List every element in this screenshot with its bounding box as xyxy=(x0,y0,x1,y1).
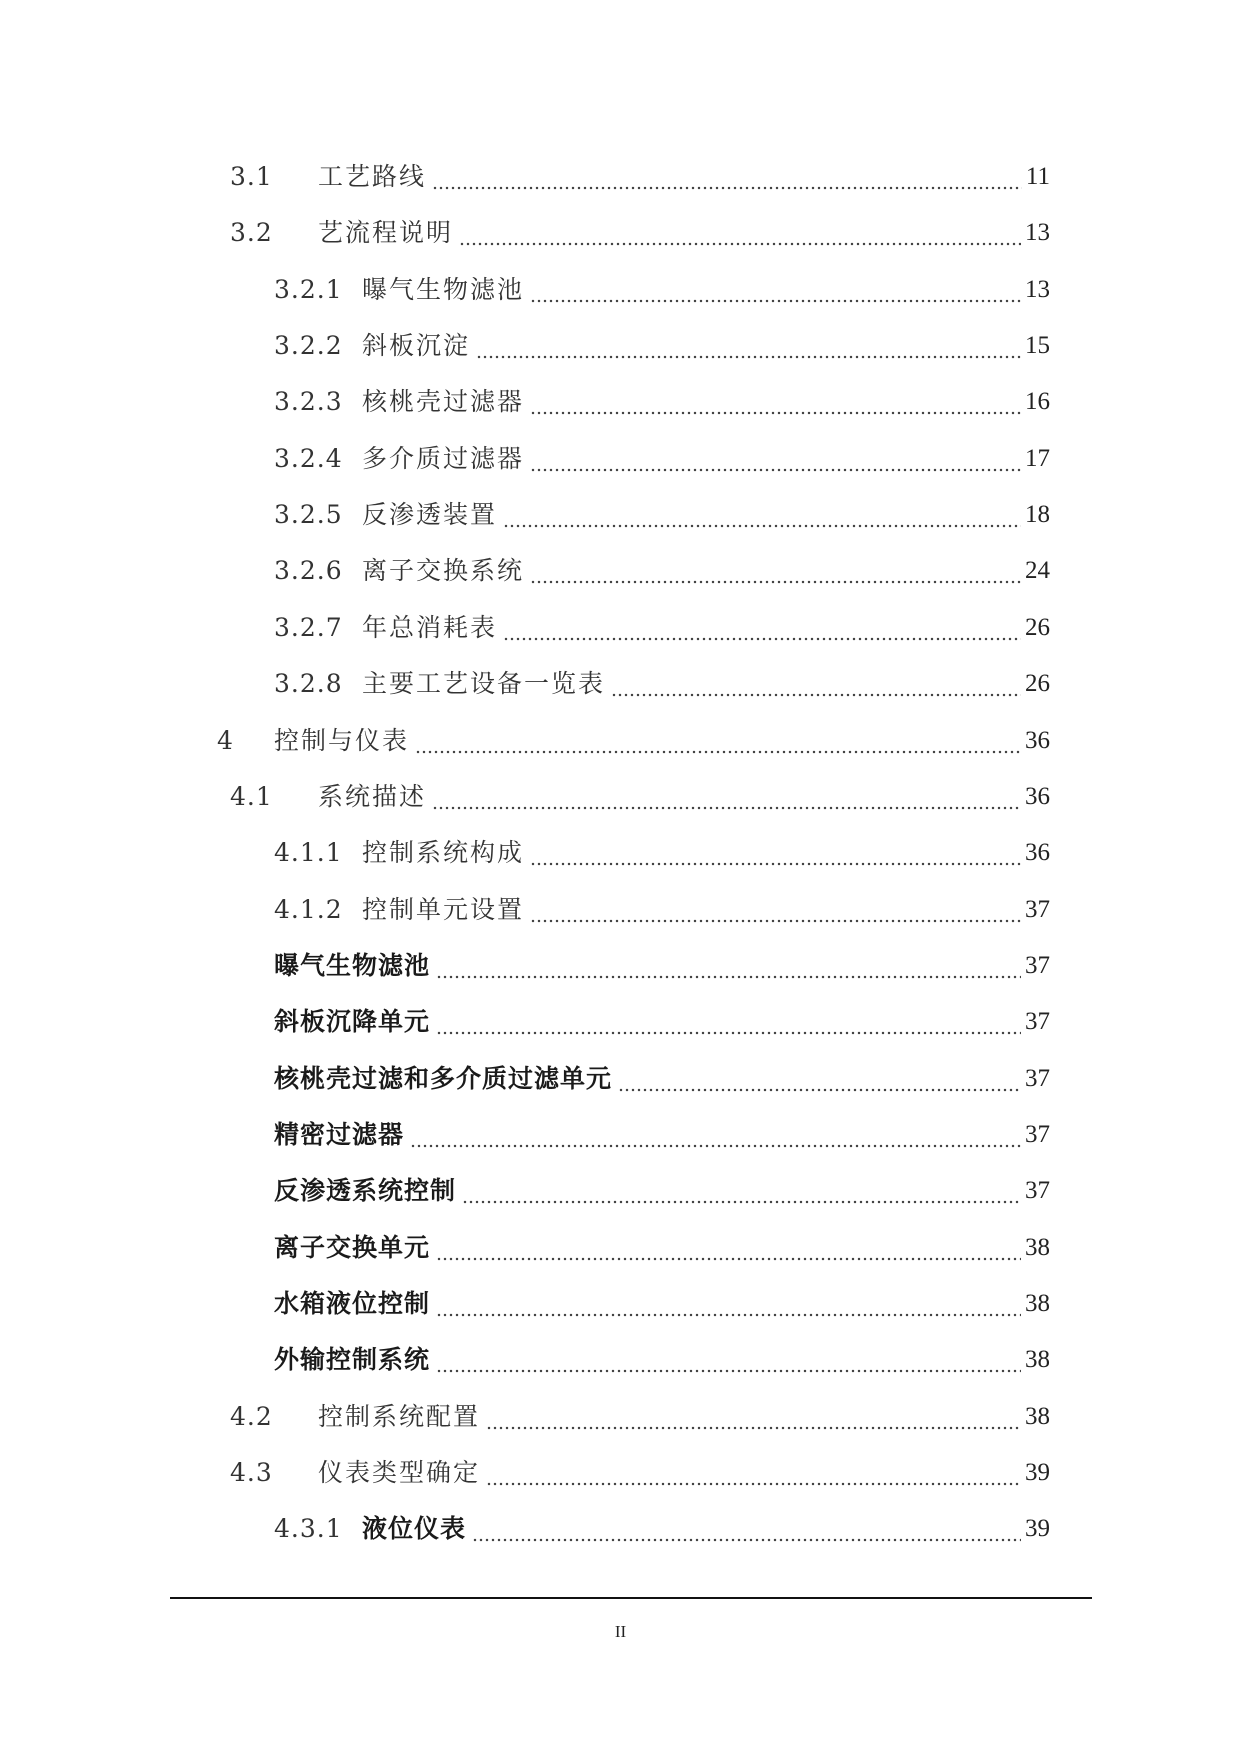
toc-entry[interactable] xyxy=(274,542,1050,586)
dot-leader xyxy=(436,1289,1021,1319)
dot-leader xyxy=(415,726,1021,756)
toc-entry-page: 38 xyxy=(1025,1234,1050,1261)
dot-leader xyxy=(486,1458,1021,1488)
toc-entry[interactable] xyxy=(274,937,1050,981)
toc-entry[interactable] xyxy=(230,768,1050,812)
toc-entry-number: 4.1.1 xyxy=(274,838,343,867)
toc-entry-title: 精密过滤器 xyxy=(274,1120,405,1149)
toc-entry-page: 11 xyxy=(1025,163,1050,190)
dot-leader xyxy=(530,387,1021,417)
toc-entry-number: 3.2.5 xyxy=(274,500,343,529)
toc-entry-title: 反渗透装置 xyxy=(362,500,498,529)
toc-entry[interactable] xyxy=(230,1388,1050,1432)
dot-leader xyxy=(432,782,1021,812)
toc-entry-title: 控制系统构成 xyxy=(362,838,525,867)
toc-entry[interactable] xyxy=(274,1050,1050,1094)
toc-entry-page: 13 xyxy=(1025,276,1050,303)
dot-leader xyxy=(530,838,1021,868)
toc-entry-page: 38 xyxy=(1025,1403,1050,1430)
toc-entry-page: 17 xyxy=(1025,445,1050,472)
toc-entry-number: 4.3.1 xyxy=(274,1514,343,1543)
dot-leader xyxy=(486,1402,1021,1432)
toc-entry-page: 18 xyxy=(1025,501,1050,528)
toc-entry[interactable] xyxy=(274,993,1050,1037)
toc-entry-title: 外输控制系统 xyxy=(274,1345,431,1374)
dot-leader xyxy=(459,218,1021,248)
dot-leader xyxy=(432,162,1022,192)
toc-entry-number: 3.2.4 xyxy=(274,444,343,473)
dot-leader xyxy=(611,669,1021,699)
toc-entry-number: 3.2.2 xyxy=(274,331,343,360)
toc-entry[interactable] xyxy=(274,1106,1050,1150)
toc-entry-title: 曝气生物滤池 xyxy=(274,951,431,980)
dot-leader xyxy=(462,1176,1021,1206)
toc-entry-title: 控制与仪表 xyxy=(274,726,410,755)
toc-entry[interactable] xyxy=(274,824,1050,868)
dot-leader xyxy=(503,500,1021,530)
toc-entry-number: 3.2.7 xyxy=(274,613,343,642)
toc-entry-number: 3.2 xyxy=(230,218,273,247)
toc-entry-page: 39 xyxy=(1025,1459,1050,1486)
toc-entry-number: 4.1.2 xyxy=(274,895,343,924)
dot-leader xyxy=(472,1514,1021,1544)
toc-entry[interactable] xyxy=(274,1162,1050,1206)
toc-entry-title: 水箱液位控制 xyxy=(274,1289,431,1318)
dot-leader xyxy=(618,1064,1021,1094)
toc-entry-page: 37 xyxy=(1025,1008,1050,1035)
toc-entry[interactable] xyxy=(274,430,1050,474)
toc-entry-title: 仪表类型确定 xyxy=(318,1458,481,1487)
toc-entry[interactable] xyxy=(274,373,1050,417)
toc-entry-title: 年总消耗表 xyxy=(362,613,498,642)
toc-entry-title: 控制单元设置 xyxy=(362,895,525,924)
toc-entry-page: 38 xyxy=(1025,1290,1050,1317)
toc-entry-page: 37 xyxy=(1025,1065,1050,1092)
toc-entry[interactable] xyxy=(274,317,1050,361)
toc-entry[interactable] xyxy=(230,148,1050,192)
toc-entry-number: 3.2.8 xyxy=(274,669,343,698)
toc-entry-page: 36 xyxy=(1025,727,1050,754)
toc-entry-title: 系统描述 xyxy=(318,782,427,811)
toc-entry[interactable] xyxy=(217,712,1050,756)
dot-leader xyxy=(436,1007,1021,1037)
dot-leader xyxy=(436,1345,1021,1375)
toc-entry-title: 核桃壳过滤和多介质过滤单元 xyxy=(274,1064,613,1093)
toc-entry[interactable] xyxy=(274,1331,1050,1375)
toc-entry-page: 36 xyxy=(1025,839,1050,866)
toc-entry-title: 反渗透系统控制 xyxy=(274,1176,457,1205)
toc-entry[interactable] xyxy=(230,1444,1050,1488)
page-number: II xyxy=(614,1622,627,1641)
toc-entry-title: 主要工艺设备一览表 xyxy=(362,669,606,698)
toc-entry[interactable] xyxy=(274,1275,1050,1319)
toc-entry[interactable] xyxy=(274,655,1050,699)
toc-entry-title: 曝气生物滤池 xyxy=(362,275,525,304)
toc-entry-page: 36 xyxy=(1025,783,1050,810)
toc-entry-page: 37 xyxy=(1025,896,1050,923)
toc-entry-number: 3.2.6 xyxy=(274,556,343,585)
toc-entry-page: 26 xyxy=(1025,614,1050,641)
toc-entry-page: 15 xyxy=(1025,332,1050,359)
dot-leader xyxy=(530,275,1021,305)
dot-leader xyxy=(436,1233,1021,1263)
toc-entry-title: 控制系统配置 xyxy=(318,1402,481,1431)
dot-leader xyxy=(410,1120,1021,1150)
dot-leader xyxy=(530,556,1021,586)
toc-entry-title: 斜板沉淀 xyxy=(362,331,471,360)
toc-entry-title: 多介质过滤器 xyxy=(362,444,525,473)
toc-entry[interactable] xyxy=(274,261,1050,305)
toc-entry[interactable] xyxy=(230,204,1050,248)
toc-entry[interactable] xyxy=(274,599,1050,643)
toc-entry-page: 37 xyxy=(1025,1121,1050,1148)
toc-entry-page: 26 xyxy=(1025,670,1050,697)
toc-entry-page: 13 xyxy=(1025,219,1050,246)
toc-entry-number: 4.3 xyxy=(230,1458,273,1487)
toc-entry-number: 3.2.1 xyxy=(274,275,343,304)
toc-entry-number: 3.1 xyxy=(230,162,273,191)
toc-entry-page: 37 xyxy=(1025,952,1050,979)
toc-entry-page: 24 xyxy=(1025,557,1050,584)
toc-entry-page: 38 xyxy=(1025,1346,1050,1373)
toc-entry-page: 37 xyxy=(1025,1177,1050,1204)
dot-leader xyxy=(436,951,1021,981)
toc-entry-title: 艺流程说明 xyxy=(318,218,454,247)
toc-entry[interactable] xyxy=(274,881,1050,925)
dot-leader xyxy=(476,331,1021,361)
toc-entry-title: 液位仪表 xyxy=(362,1514,467,1543)
toc-entry-title: 工艺路线 xyxy=(318,162,427,191)
toc-entry-number: 4.1 xyxy=(230,782,273,811)
toc-entry[interactable] xyxy=(274,486,1050,530)
toc-entry-title: 斜板沉降单元 xyxy=(274,1007,431,1036)
toc-entry-number: 3.2.3 xyxy=(274,387,343,416)
toc-entry-number: 4.2 xyxy=(230,1402,273,1431)
toc-entry-number: 4 xyxy=(217,726,234,755)
footer-divider xyxy=(170,1597,1092,1599)
dot-leader xyxy=(503,613,1021,643)
toc-entry-title: 离子交换单元 xyxy=(274,1233,431,1262)
dot-leader xyxy=(530,895,1021,925)
toc-entry[interactable] xyxy=(274,1219,1050,1263)
toc-entry-page: 39 xyxy=(1025,1515,1050,1542)
toc-entry-title: 离子交换系统 xyxy=(362,556,525,585)
toc-entry-title: 核桃壳过滤器 xyxy=(362,387,525,416)
toc-entry-page: 16 xyxy=(1025,388,1050,415)
toc-entry[interactable] xyxy=(274,1500,1050,1544)
dot-leader xyxy=(530,444,1021,474)
